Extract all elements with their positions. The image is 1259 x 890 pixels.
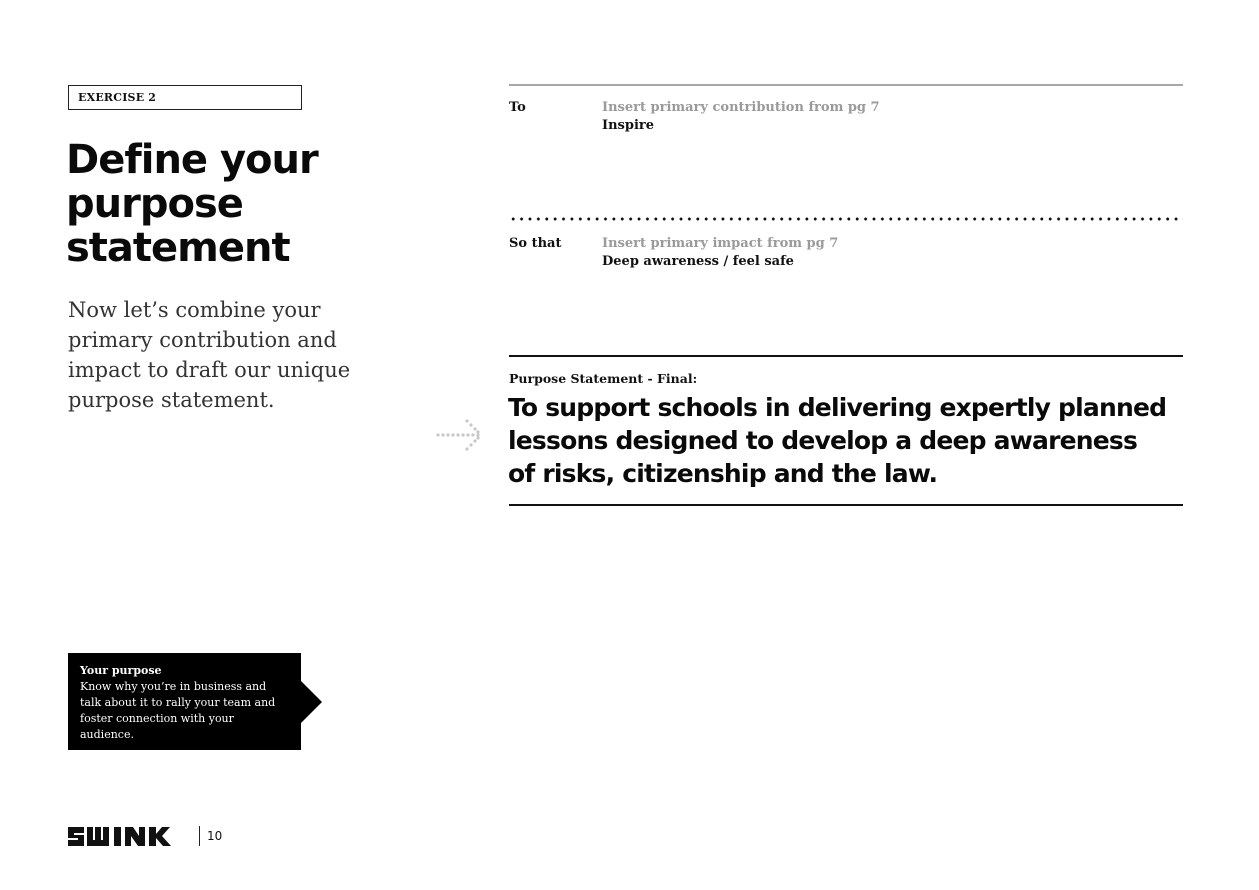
final-label: Purpose Statement - Final:: [509, 371, 698, 386]
dotted-arrow-icon: [436, 418, 482, 452]
so-that-label: So that: [509, 236, 562, 251]
to-value[interactable]: Inspire: [602, 118, 654, 133]
dotted-divider: [509, 217, 1183, 221]
final-bottom-divider: [509, 504, 1183, 506]
callout-pointer: [300, 680, 322, 724]
to-hint: Insert primary contribution from pg 7: [602, 100, 880, 115]
callout-title: Your purpose: [80, 664, 162, 677]
exercise-tag: EXERCISE 2: [68, 85, 302, 110]
swink-logo: [67, 825, 171, 847]
page-title: Define your purpose statement: [66, 137, 318, 271]
so-that-hint: Insert primary impact from pg 7: [602, 236, 839, 251]
footer-separator: [199, 826, 200, 846]
callout-body: Know why you’re in business and talk about it to rally your team and foster connection with your audience.: [80, 680, 276, 741]
final-top-divider: [509, 355, 1183, 357]
page-number: 10: [207, 829, 223, 843]
final-purpose-statement[interactable]: To support schools in delivering expertly planned lessons designed to develop a deep awareness of risks, citizenship and the law.: [508, 393, 1167, 488]
intro-text: Now let’s combine your primary contribution and impact to draft our unique purpose statement.: [68, 298, 351, 412]
to-label: To: [509, 100, 526, 115]
top-divider: [509, 84, 1183, 86]
purpose-callout: [68, 653, 301, 750]
so-that-value[interactable]: Deep awareness / feel safe: [602, 254, 794, 269]
